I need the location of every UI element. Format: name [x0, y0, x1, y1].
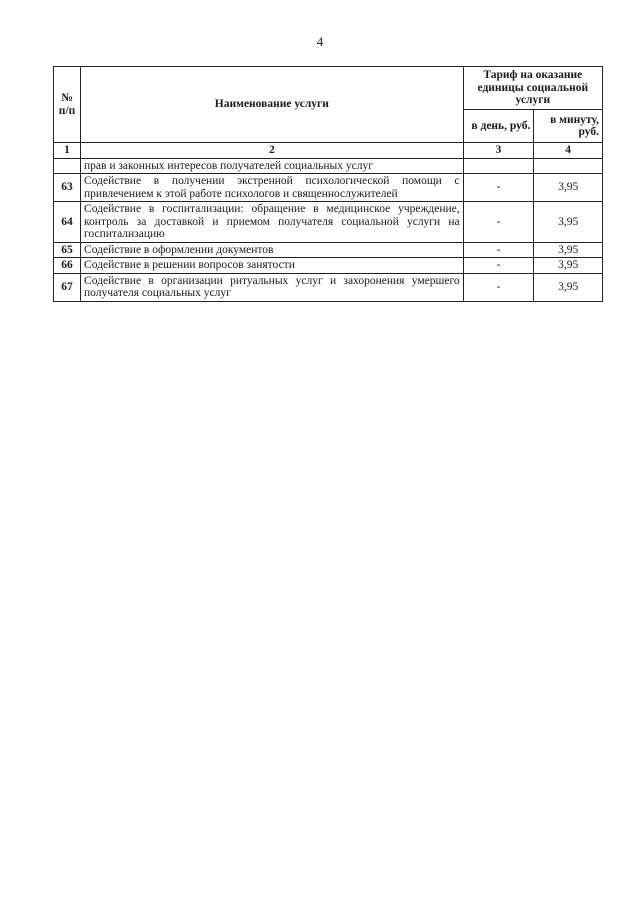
row-per-day: -	[463, 258, 534, 274]
row-per-day	[463, 158, 534, 174]
page-number: 4	[316, 34, 324, 49]
row-per-minute: 3,95	[534, 273, 603, 301]
row-name: Содействие в организации ритуальных услуг и захоронения умершего получателя социальных услуг	[81, 273, 464, 301]
row-per-minute	[534, 158, 603, 174]
row-name: Содействие в оформлении документов	[81, 242, 464, 258]
row-per-day: -	[463, 174, 534, 202]
row-per-minute: 3,95	[534, 202, 603, 243]
row-name: Содействие в получении экстренной психологической помощи с привлечением к этой работе психологов и священнослужителей	[81, 174, 464, 202]
table-row	[54, 202, 603, 243]
row-num: 63	[54, 174, 81, 202]
row-num: 66	[54, 258, 81, 274]
header-tariff: Тариф на оказание единицы социальной услуги	[463, 67, 602, 110]
row-num: 64	[54, 202, 81, 243]
index-cell: 1	[54, 143, 81, 159]
index-cell: 2	[81, 143, 464, 159]
table-row	[54, 273, 603, 301]
index-cell: 3	[463, 143, 534, 159]
row-per-day: -	[463, 242, 534, 258]
header-num: № п/п	[54, 67, 81, 143]
row-per-day: -	[463, 273, 534, 301]
row-num: 65	[54, 242, 81, 258]
row-per-minute: 3,95	[534, 174, 603, 202]
table-row	[54, 242, 603, 258]
tariff-table	[53, 66, 603, 302]
row-per-minute: 3,95	[534, 242, 603, 258]
row-num: 67	[54, 273, 81, 301]
index-row	[54, 143, 603, 159]
table-row	[54, 158, 603, 174]
row-name: Содействие в госпитализации: обращение в медицинское учреждение, контроль за доставкой и приемом получателя социальной услуги на госпитализацию	[81, 202, 464, 243]
table-row	[54, 258, 603, 274]
row-per-minute: 3,95	[534, 258, 603, 274]
header-name: Наименование услуги	[81, 67, 464, 143]
index-cell: 4	[534, 143, 603, 159]
table-row	[54, 174, 603, 202]
row-per-day: -	[463, 202, 534, 243]
header-per-minute: в минуту, руб.	[534, 110, 603, 143]
header-per-day: в день, руб.	[463, 110, 534, 143]
row-name: прав и законных интересов получателей социальных услуг	[81, 158, 464, 174]
row-name: Содействие в решении вопросов занятости	[81, 258, 464, 274]
row-num	[54, 158, 81, 174]
